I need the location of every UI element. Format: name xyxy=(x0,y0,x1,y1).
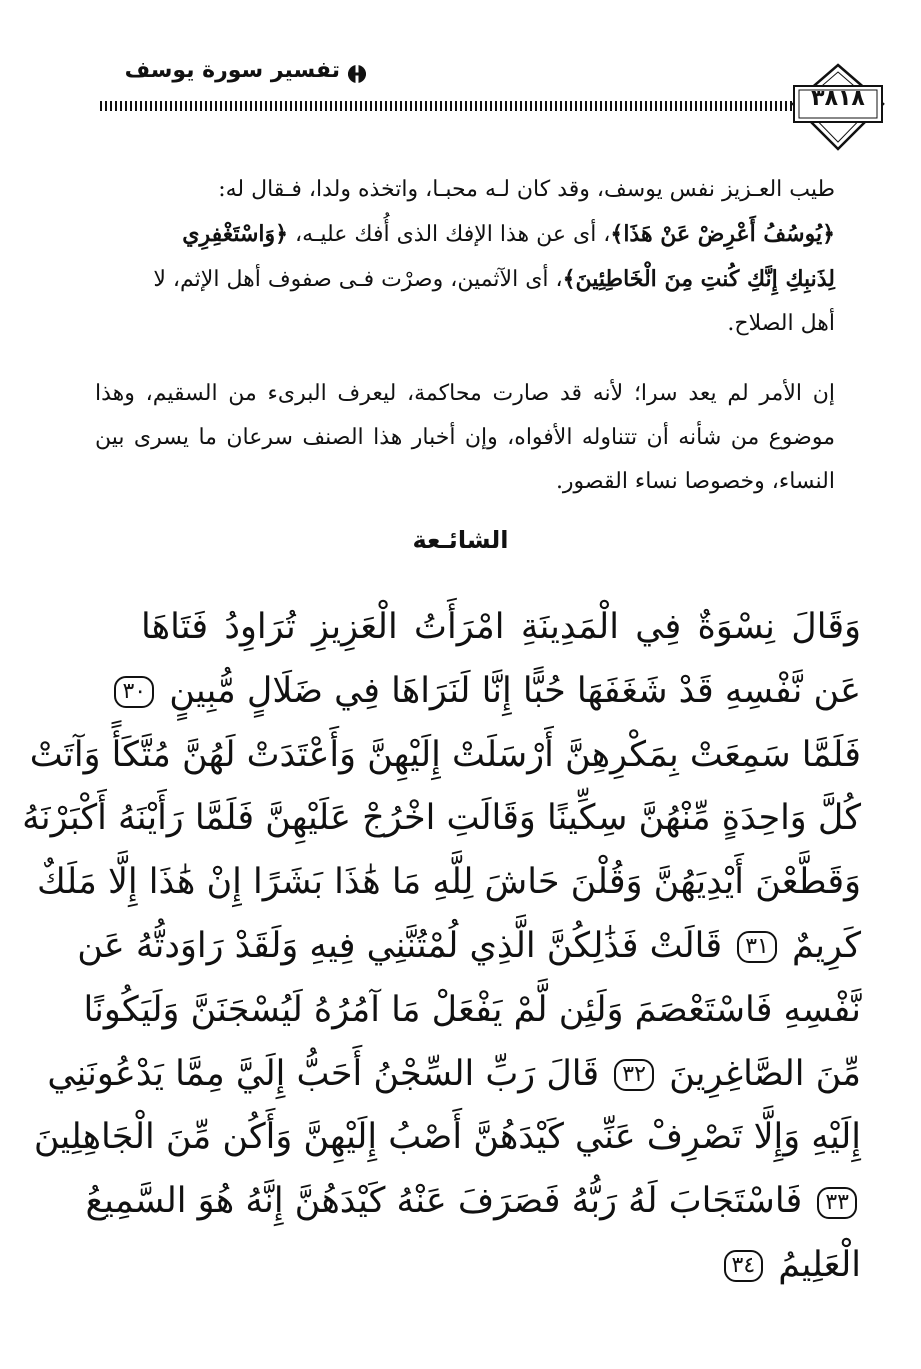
ayah-number-marker: ٣٢ xyxy=(614,1059,654,1091)
page-number: ٣٨١٨ xyxy=(811,86,865,111)
verse-text: مِّنَ الصَّاغِرِينَ xyxy=(669,1053,861,1094)
verse-line xyxy=(77,915,861,979)
verse-line: فَلَمَّا سَمِعَتْ بِمَكْرِهِنَّ أَرْسَلَتْ إِلَيْهِنَّ وَأَعْتَدَتْ لَهُنَّ مُتَّكَأً وَآتَتْ xyxy=(29,734,861,775)
running-header-title: تفسير سورة يوسف xyxy=(124,58,340,83)
verse-line: وَقَالَ نِسْوَةٌ فِي الْمَدِينَةِ امْرَأَتُ الْعَزِيزِ تُرَاوِدُ فَتَاهَا xyxy=(141,607,861,647)
paragraph-line xyxy=(95,257,835,302)
ayah-number-marker: ٣٠ xyxy=(114,676,154,708)
verse-line xyxy=(122,660,861,724)
verse-line: نَّفْسِهِ فَاسْتَعْصَمَ وَلَئِن لَّمْ يَفْعَلْ مَا آمُرُهُ لَيُسْجَنَنَّ وَلَيَكُونًا xyxy=(83,989,861,1030)
paragraph-line: طيب العـزيز نفس يوسف، وقد كان لـه محبـا، واتخذه ولدا، فـقال له: xyxy=(218,177,835,202)
quran-verses-block xyxy=(22,596,861,1298)
verse-text: قَالَتْ فَذَٰلِكُنَّ الَّذِي لُمْتُنَّنِي فِيهِ وَلَقَدْ رَاوَدتُّهُ عَن xyxy=(77,925,723,966)
verse-line xyxy=(47,1043,861,1107)
ayah-number-marker: ٣٤ xyxy=(724,1250,764,1282)
ayah-number-marker: ٣٣ xyxy=(817,1187,857,1219)
verse-text: الْعَلِيمُ xyxy=(778,1244,861,1285)
verse-line xyxy=(141,1234,861,1298)
verse-text: فَاسْتَجَابَ لَهُ رَبُّهُ فَصَرَفَ عَنْهُ كَيْدَهُنَّ إِنَّهُ هُوَ السَّمِيعُ xyxy=(85,1181,803,1222)
quran-quote: ﴿يُوسُفُ أَعْرِضْ عَنْ هَذَا﴾ xyxy=(610,221,835,247)
verse-line: وَقَطَّعْنَ أَيْدِيَهُنَّ وَقُلْنَ حَاشَ لِلَّهِ مَا هَٰذَا بَشَرًا إِنْ هَٰذَا إِلَّا مَلَكٌ xyxy=(37,862,861,903)
paragraph-line: أهل الصلاح. xyxy=(727,311,835,336)
ayah-number-marker: ٣١ xyxy=(737,931,777,963)
verse-line: كُلَّ وَاحِدَةٍ مِّنْهُنَّ سِكِّينًا وَقَالَتِ اخْرُجْ عَلَيْهِنَّ فَلَمَّا رَأَيْنَهُ أَكْبَرْنَهُ xyxy=(22,798,861,839)
paragraph-text: ، أى عن هذا الإفك الذى أُفك عليـه، xyxy=(295,222,611,247)
quran-quote: ﴿وَاسْتَغْفِرِي xyxy=(182,221,289,247)
verse-text: قَالَ رَبِّ السِّجْنُ أَحَبُّ إِلَيَّ مِمَّا يَدْعُونَنِي xyxy=(47,1053,600,1094)
commentary-paragraph-2: إن الأمر لم يعد سرا؛ لأنه قد صارت محاكمة، ليعرف البرىء من السقيم، وهذا موضوع من شأنه أن تتناوله الأفواه، وإن أخبار هذا الصنف سرعان ما يسرى بين النساء، وخصوصا نساء القصور. xyxy=(95,381,835,494)
verse-text: كَرِيمٌ xyxy=(791,925,861,966)
section-heading: الشائـعة xyxy=(412,526,509,554)
header-ornament-icon xyxy=(345,63,369,85)
verse-line: إِلَيْهِ وَإِلَّا تَصْرِفْ عَنِّي كَيْدَهُنَّ أَصْبُ إِلَيْهِنَّ وَأَكُن مِّنَ الْجَاهِلِينَ xyxy=(33,1117,861,1158)
quran-quote: لِذَنبِكِ إِنَّكِ كُنتِ مِنَ الْخَاطِئِينَ﴾ xyxy=(562,266,835,292)
header-rule xyxy=(100,101,800,111)
paragraph-line xyxy=(95,212,835,257)
verse-text: عَن نَّفْسِهِ قَدْ شَغَفَهَا حُبًّا إِنَّا لَنَرَاهَا فِي ضَلَالٍ مُّبِينٍ xyxy=(169,670,861,711)
commentary-paragraph-1 xyxy=(95,168,835,346)
verse-line xyxy=(85,1170,861,1234)
paragraph-text: ، أى الآثمين، وصرْت فـى صفوف أهل الإثم، لا xyxy=(153,267,563,292)
